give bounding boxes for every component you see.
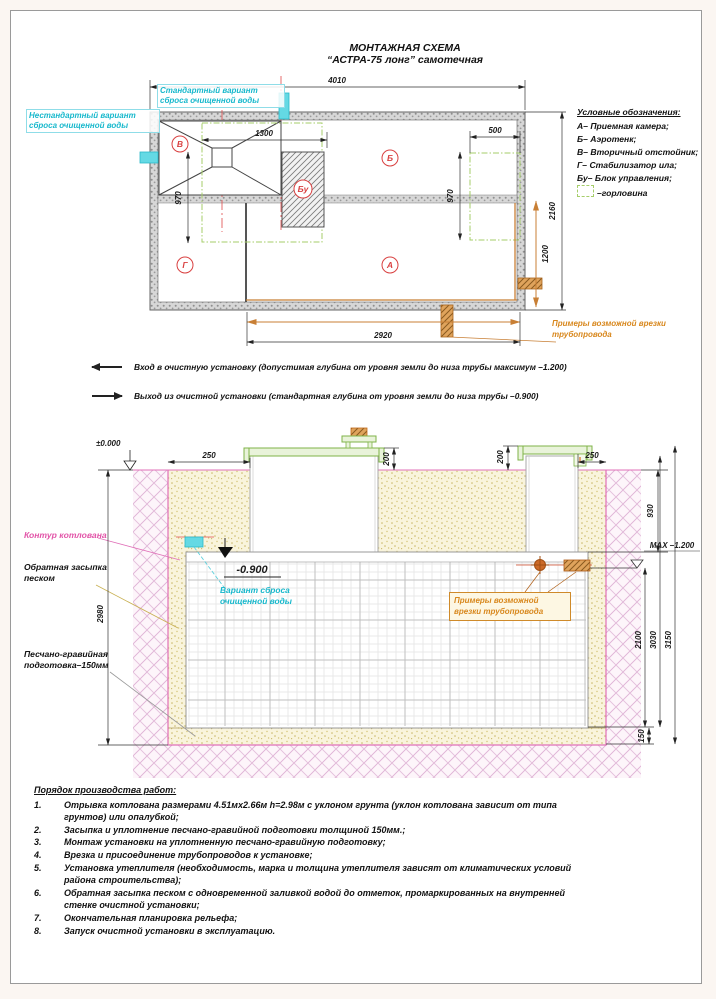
legend-title: Условные обозначения: [577,107,681,117]
sand-backfill-label: Обратная засыпка песком [24,562,107,583]
legend-item: Б– Аэротенк; [577,134,637,144]
item-text: Монтаж установки на уплотненную песчано-гравийную подготовку; [64,837,386,848]
chamber-b-label: Б [386,153,394,163]
plan-mid-wall [158,195,517,203]
dim-2100: 2100 [634,631,643,649]
item-number: 4. [34,849,42,860]
inlet-note-text: Вход в очистную установку (допустимая глубина от уровня земли до низа трубы максимум –1.200) [134,362,567,372]
standard-outlet-label: Стандартный вариант сброса очищенной воды [157,84,285,108]
work-order-item [34,862,574,887]
inlet-note [92,362,702,372]
level-minus-0900: -0.900 [236,564,268,576]
gorlovina-swatch-icon [577,185,594,197]
discharge-variant-label: Вариант сброса очищенной воды [220,585,292,606]
dim-250-left: 250 [202,451,216,460]
section-zero-level [96,439,136,470]
dim-1300: 1300 [255,129,273,138]
dim-970-right: 970 [446,189,455,203]
section-view-drawing [0,420,716,790]
dim-3030: 3030 [649,631,658,649]
level-max-1200: MAX –1.200 [649,541,695,550]
dim-970-left: 970 [174,191,183,205]
dim-4010: 4010 [328,76,346,85]
outlet-note-text: Выход из очистной установки (стандартная глубина от уровня земли до низа трубы –0.900) [134,391,539,401]
legend-item: В– Вторичный отстойник; [577,147,699,157]
chamber-g-label: Г [182,260,188,270]
work-order-item [34,836,574,849]
dim-200-left: 200 [382,452,391,466]
plan-pipe-stub-right [518,278,542,289]
plan-nonstandard-outlet-pipe [140,152,158,163]
chamber-bu-label: Бу [297,184,309,194]
plan-pipe-stub-bottom [441,305,453,337]
legend-item: Г– Стабилизатор ила; [577,160,678,170]
section-pipe-examples-label: Примеры возможной врезки трубопровода [449,592,571,621]
dim-930: 930 [646,504,655,518]
item-number: 8. [34,925,42,936]
section-tank [186,552,588,728]
item-text: Окончательная планировка рельефа; [64,912,238,923]
dim-3150: 3150 [664,631,673,649]
legend-item-gorlovina [577,185,716,200]
legend-item: А– Приемная камера; [577,121,669,131]
outlet-arrow-icon [92,395,122,397]
drawing-title [240,42,570,66]
plan-pipe-examples-label: Примеры возможной врезки трубопровода [552,319,666,339]
item-number: 6. [34,887,42,898]
section-vent-mushroom [342,428,376,448]
gorlovina-label: –горловина [597,188,648,198]
title-line2: “АСТРА-75 лонг” самотечная [327,54,483,66]
work-order-item [34,849,574,862]
item-number: 5. [34,862,42,873]
item-number: 1. [34,799,42,810]
work-order-item [34,887,574,912]
item-text: Врезка и присоединение трубопроводов к установке; [64,849,313,860]
dim-1200: 1200 [541,245,550,263]
left-lid [244,448,384,456]
right-lid [518,446,592,454]
pit-contour-label: Контур котлована [24,530,107,540]
chamber-a-label: А [386,260,394,270]
work-order-item [34,912,574,925]
outlet-note [92,391,702,401]
legend-item: Бу– Блок управления; [577,173,672,183]
dim-2980: 2980 [96,605,105,623]
dim-200-right: 200 [496,450,505,464]
dim-2920: 2920 [374,331,392,340]
dim-500: 500 [488,126,502,135]
nonstandard-outlet-label: Нестандартный вариант сброса очищенной воды [26,109,160,133]
item-text: Отрывка котлована размерами 4.51мх2.66м h=2.98м с уклоном грунта (уклон котлована зависит от типа грунтов) или опалубкой; [64,799,557,823]
item-number: 2. [34,824,42,835]
chamber-v-label: В [176,139,184,149]
item-text: Засыпка и уплотнение песчано-гравийной подготовки толщиной 150мм.; [64,824,406,835]
work-order [34,784,574,937]
item-text: Обратная засыпка песком с одновременной заливкой водой до отметок, промаркированных на внутренней стенке очистной установки; [64,887,565,911]
dim-150: 150 [637,729,646,743]
item-text: Установка утеплителя (необходимость, марка и толщина утеплителя зависят от климатических условий района строительства); [64,862,572,886]
title-line1: МОНТАЖНАЯ СХЕМА [349,42,461,54]
work-order-item [34,824,574,837]
work-order-item [34,799,574,824]
work-order-title: Порядок производства работ: [34,785,177,795]
inlet-arrow-icon [92,366,122,368]
item-number: 7. [34,912,42,923]
level-zero: ±0.000 [96,439,121,448]
section-base-layer [168,728,606,745]
legend [577,106,716,200]
item-text: Запуск очистной установки в эксплуатацию. [64,925,276,936]
dim-250-right: 250 [585,451,599,460]
dim-2160: 2160 [548,202,557,220]
item-number: 3. [34,837,42,848]
work-order-item [34,925,574,938]
base-prep-label: Песчано-гравийная подготовка–150мм [24,649,109,670]
